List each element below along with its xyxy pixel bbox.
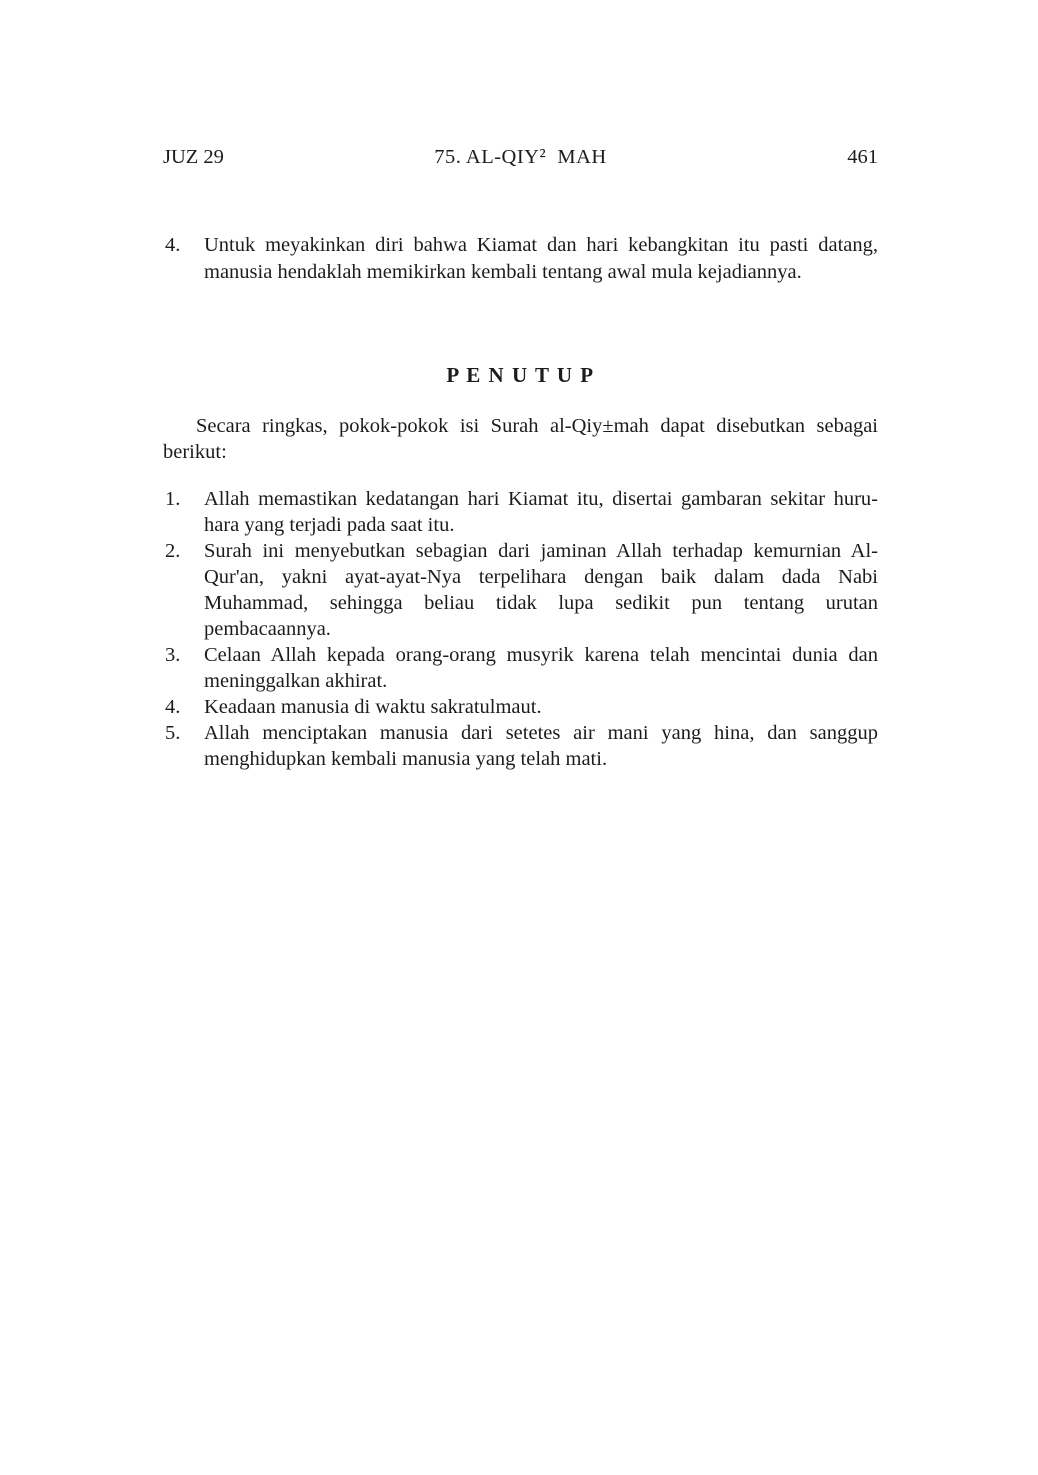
list-item [163, 538, 878, 642]
list-item [163, 486, 878, 538]
list-item-number: 4. [165, 234, 181, 256]
closing-numbered-list [163, 486, 878, 772]
list-item-text: Untuk meyakinkan diri bahwa Kiamat dan hari kebangkitan itu pasti datang, manusia hendaklah memikirkan kembali tentang awal mula kejadiannya. [204, 234, 878, 283]
list-item-number: 3. [165, 643, 181, 666]
page-number: 461 [847, 146, 878, 168]
list-item-text: Surah ini menyebutkan sebagian dari jaminan Allah terhadap kemurnian Al-Qur'an, yakni ayat-ayat-Nya terpelihara dengan baik dalam dada Nabi Muhammad, sehingga beliau tidak lupa sedikit pun tentang urutan pembacaannya. [204, 539, 878, 640]
list-item-text: Keadaan manusia di waktu sakratulmaut. [204, 695, 542, 718]
list-item-number: 4. [165, 695, 181, 718]
list-item [163, 694, 878, 720]
list-item-text: Allah menciptakan manusia dari setetes air mani yang hina, dan sanggup menghidupkan kembali manusia yang telah mati. [204, 721, 878, 770]
intro-paragraph: Secara ringkas, pokok-pokok isi Surah al-Qiy±mah dapat disebutkan sebagai berikut: [163, 415, 878, 463]
surah-title: 75. AL-QIY² MAH [434, 146, 607, 168]
list-item-text: Allah memastikan kedatangan hari Kiamat itu, disertai gambaran sekitar huru-hara yang terjadi pada saat itu. [204, 487, 878, 536]
list-item-number: 1. [165, 487, 181, 510]
section-heading-penutup: P E N U T U P [446, 363, 595, 387]
list-item [163, 642, 878, 694]
list-item [163, 720, 878, 772]
list-item [163, 232, 878, 286]
page-header [163, 144, 878, 171]
list-item-text: Celaan Allah kepada orang-orang musyrik karena telah mencintai dunia dan meninggalkan akhirat. [204, 643, 878, 692]
juz-label: JUZ 29 [163, 146, 224, 168]
list-item-number: 5. [165, 721, 181, 744]
top-numbered-list [163, 232, 878, 286]
list-item-number: 2. [165, 539, 181, 562]
